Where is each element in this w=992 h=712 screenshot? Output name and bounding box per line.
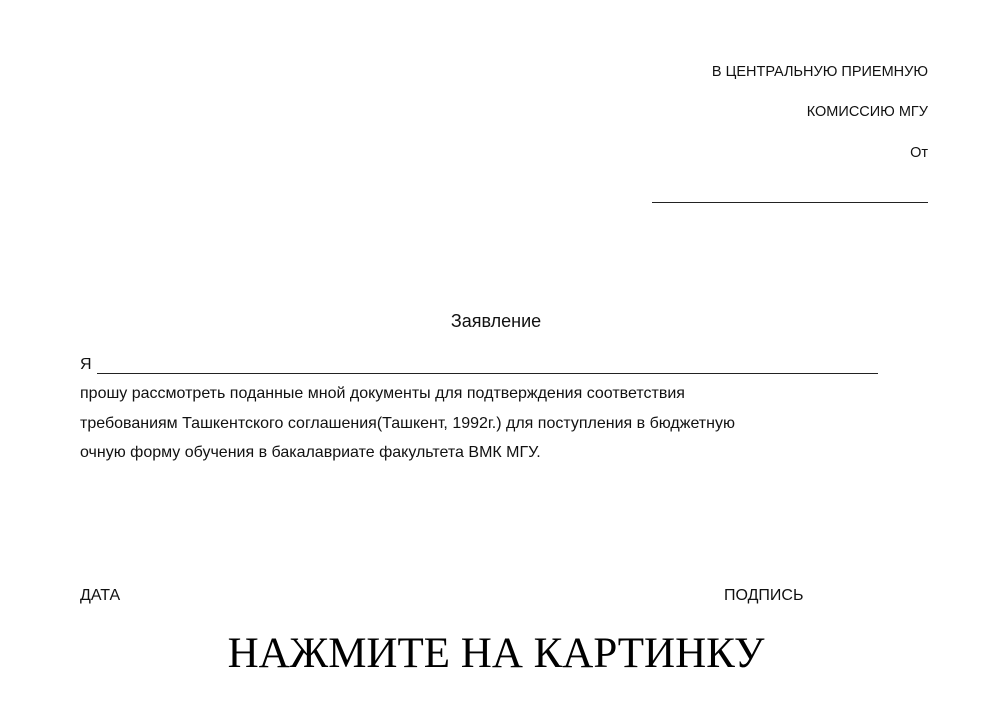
date-label: ДАТА: [80, 587, 121, 604]
click-image-caption[interactable]: НАЖМИТЕ НА КАРТИНКУ: [227, 630, 765, 677]
sender-name-blank-line: [652, 202, 928, 203]
signature-label: ПОДПИСЬ: [724, 587, 804, 604]
body-text-line-3: очную форму обучения в бакалавриате факультета ВМК МГУ.: [80, 444, 541, 461]
applicant-name-blank-line: [97, 373, 878, 374]
body-text-line-2: требованиям Ташкентского соглашения(Ташкент, 1992г.) для поступления в бюджетную: [80, 415, 735, 432]
addressee-line-2: КОМИССИЮ МГУ: [806, 104, 928, 120]
from-label: От: [910, 145, 928, 161]
body-text-line-1: прошу рассмотреть поданные мной документы для подтверждения соответствия: [80, 385, 685, 402]
applicant-prefix: Я: [80, 356, 92, 373]
addressee-line-1: В ЦЕНТРАЛЬНУЮ ПРИЕМНУЮ: [711, 64, 928, 80]
document-title: Заявление: [450, 311, 542, 331]
